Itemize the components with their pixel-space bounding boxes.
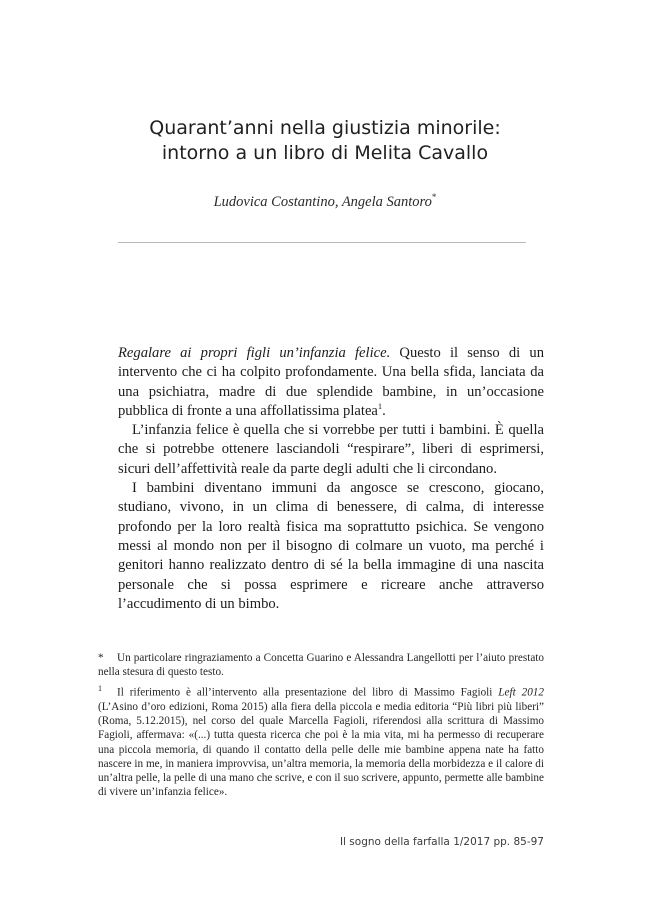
title-divider bbox=[118, 242, 526, 243]
footnote-1-text-b: (L’Asino d’oro edizioni, Roma 2015) alla fiera della piccola e media editoria “Più libri più liberi” (Roma, 5.12.2015), nel corso del quale Marcella Fagioli, riferendosi alla scrittura di Massimo Fagioli, affermava: «(...) tutta questa ricerca che poi è la mia vita, mi ha permesso di recuperare una piccola memoria, di quando il contatto della pelle delle mie bambine appena nate ha fatto nascere in me, in maniera improvvisa, un’altra memoria, la memoria della morbidezza e il calore di un’altra pelle, la pelle di una mano che scrive, e con il suo scrivere, appunto, permette alle bambine di vivere un’infanzia felice». bbox=[98, 700, 544, 799]
footnote-reference-1[interactable]: 1 bbox=[377, 401, 383, 412]
article-title-line-2: intorno a un libro di Melita Cavallo bbox=[161, 142, 489, 164]
body-paragraph-3: I bambini diventano immuni da angosce se crescono, giocano, studiano, vivono, in un clima di benessere, di calma, di interesse profondo per la loro realtà fisica ma soprattutto psichica. Se vengono messi al mondo non per il bisogno di colmare un vuoto, ma perché i genitori hanno realizzato dentro di sé la bella immagine di una nascita personale che si possa esprimere e ricreare anche attraverso l’accudimento di un bimbo. bbox=[118, 480, 544, 612]
page-footer-citation: Il sogno della farfalla 1/2017 pp. 85-97 bbox=[339, 836, 544, 848]
authors-footnote-mark: * bbox=[431, 192, 437, 202]
footnote-1-text-a: Il riferimento è all’intervento alla presentazione del libro di Massimo Fagioli bbox=[117, 686, 499, 699]
footnote-1-book-title: Left 2012 bbox=[498, 686, 544, 699]
authors-names: Ludovica Costantino, Angela Santoro bbox=[213, 193, 432, 210]
article-body bbox=[118, 344, 544, 614]
article-title-line-1: Quarant’anni nella giustizia minorile: bbox=[149, 117, 501, 139]
footnote-1-mark: 1 bbox=[98, 683, 102, 693]
footnotes bbox=[98, 651, 544, 802]
footnote-asterisk bbox=[98, 651, 544, 680]
article-title bbox=[60, 116, 590, 166]
body-paragraph-2: L’infanzia felice è quella che si vorrebbe per tutti i bambini. È quella che si potrebbe ottenere lasciandoli “respirare”, liberi di esprimersi, sicuri dell’affettività reale da parte degli adulti che li circondano. bbox=[118, 422, 544, 477]
paragraph-1-text: Questo il senso di un intervento che ci ha colpito profondamente. Una bella sfida, lanciata da una psichiatra, madre di due splendide bambine, in un’occasione pubblica di fronte a una affollatissima platea bbox=[118, 345, 544, 419]
footnote-1-mark-wrap bbox=[98, 682, 117, 700]
footnote-1 bbox=[98, 682, 544, 800]
footnote-asterisk-text: Un particolare ringraziamento a Concetta Guarino e Alessandra Langellotti per l’aiuto prestato nella stesura di questo testo. bbox=[98, 652, 544, 679]
paragraph-1-end: . bbox=[382, 402, 386, 419]
paragraph-1-italic-lead: Regalare ai propri figli un’infanzia felice. bbox=[118, 345, 391, 361]
footnote-asterisk-mark: * bbox=[98, 652, 104, 664]
article-authors bbox=[60, 192, 590, 211]
body-paragraph-1 bbox=[118, 344, 544, 421]
